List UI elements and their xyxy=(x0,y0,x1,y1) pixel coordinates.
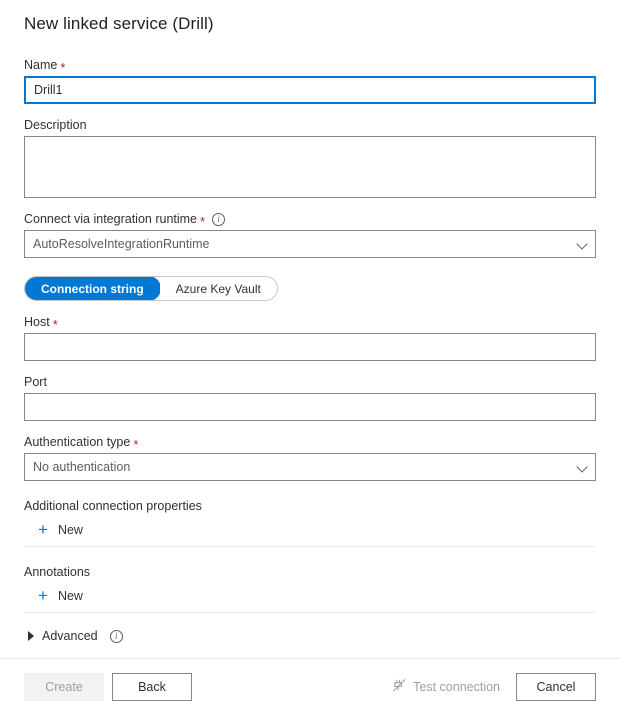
chevron-right-icon xyxy=(28,631,34,641)
auth-method-pivot[interactable] xyxy=(24,276,278,301)
pivot-connection-string[interactable]: Connection string xyxy=(24,276,161,301)
additional-connection-properties-label: Additional connection properties xyxy=(24,499,202,513)
add-annotation-button[interactable] xyxy=(24,581,596,613)
add-connection-property-button[interactable] xyxy=(24,515,596,547)
name-label xyxy=(24,58,596,75)
authentication-type-label-text: Authentication type xyxy=(24,435,131,449)
info-icon[interactable]: i xyxy=(110,630,123,643)
info-icon[interactable]: i xyxy=(212,213,225,226)
integration-runtime-label-text: Connect via integration runtime xyxy=(24,212,198,226)
host-input[interactable] xyxy=(24,333,596,361)
plus-icon: + xyxy=(38,586,48,605)
host-label-text: Host xyxy=(24,315,50,329)
cancel-button[interactable]: Cancel xyxy=(516,673,596,701)
integration-runtime-required-asterisk: * xyxy=(200,213,206,229)
advanced-expander[interactable] xyxy=(28,629,596,643)
name-label-text: Name xyxy=(24,58,58,72)
annotations-label: Annotations xyxy=(24,565,91,579)
add-annotation-label: New xyxy=(57,588,83,603)
host-required-asterisk: * xyxy=(52,316,58,332)
host-label xyxy=(24,315,596,332)
port-label xyxy=(24,375,596,389)
back-button[interactable]: Back xyxy=(112,673,192,701)
description-label xyxy=(24,118,596,132)
page-title: New linked service (Drill) xyxy=(24,14,214,33)
create-button[interactable]: Create xyxy=(24,673,104,701)
pivot-azure-key-vault[interactable]: Azure Key Vault xyxy=(160,277,277,300)
port-label-text: Port xyxy=(24,375,47,389)
name-input[interactable] xyxy=(24,76,596,104)
integration-runtime-value: AutoResolveIntegrationRuntime xyxy=(24,230,596,258)
test-connection-button[interactable] xyxy=(392,678,500,696)
test-connection-label: Test connection xyxy=(413,679,500,694)
integration-runtime-dropdown[interactable] xyxy=(24,230,596,258)
authentication-type-label xyxy=(24,435,596,452)
plus-icon: + xyxy=(38,520,48,539)
plug-icon xyxy=(392,678,407,696)
description-input[interactable] xyxy=(24,136,596,198)
authentication-type-required-asterisk: * xyxy=(133,436,139,452)
name-required-asterisk: * xyxy=(60,59,66,75)
advanced-label: Advanced xyxy=(42,629,98,643)
authentication-type-value: No authentication xyxy=(24,453,596,481)
authentication-type-dropdown[interactable] xyxy=(24,453,596,481)
description-label-text: Description xyxy=(24,118,87,132)
panel-footer xyxy=(0,658,620,714)
integration-runtime-label xyxy=(24,212,596,229)
add-connection-property-label: New xyxy=(57,522,83,537)
port-input[interactable] xyxy=(24,393,596,421)
